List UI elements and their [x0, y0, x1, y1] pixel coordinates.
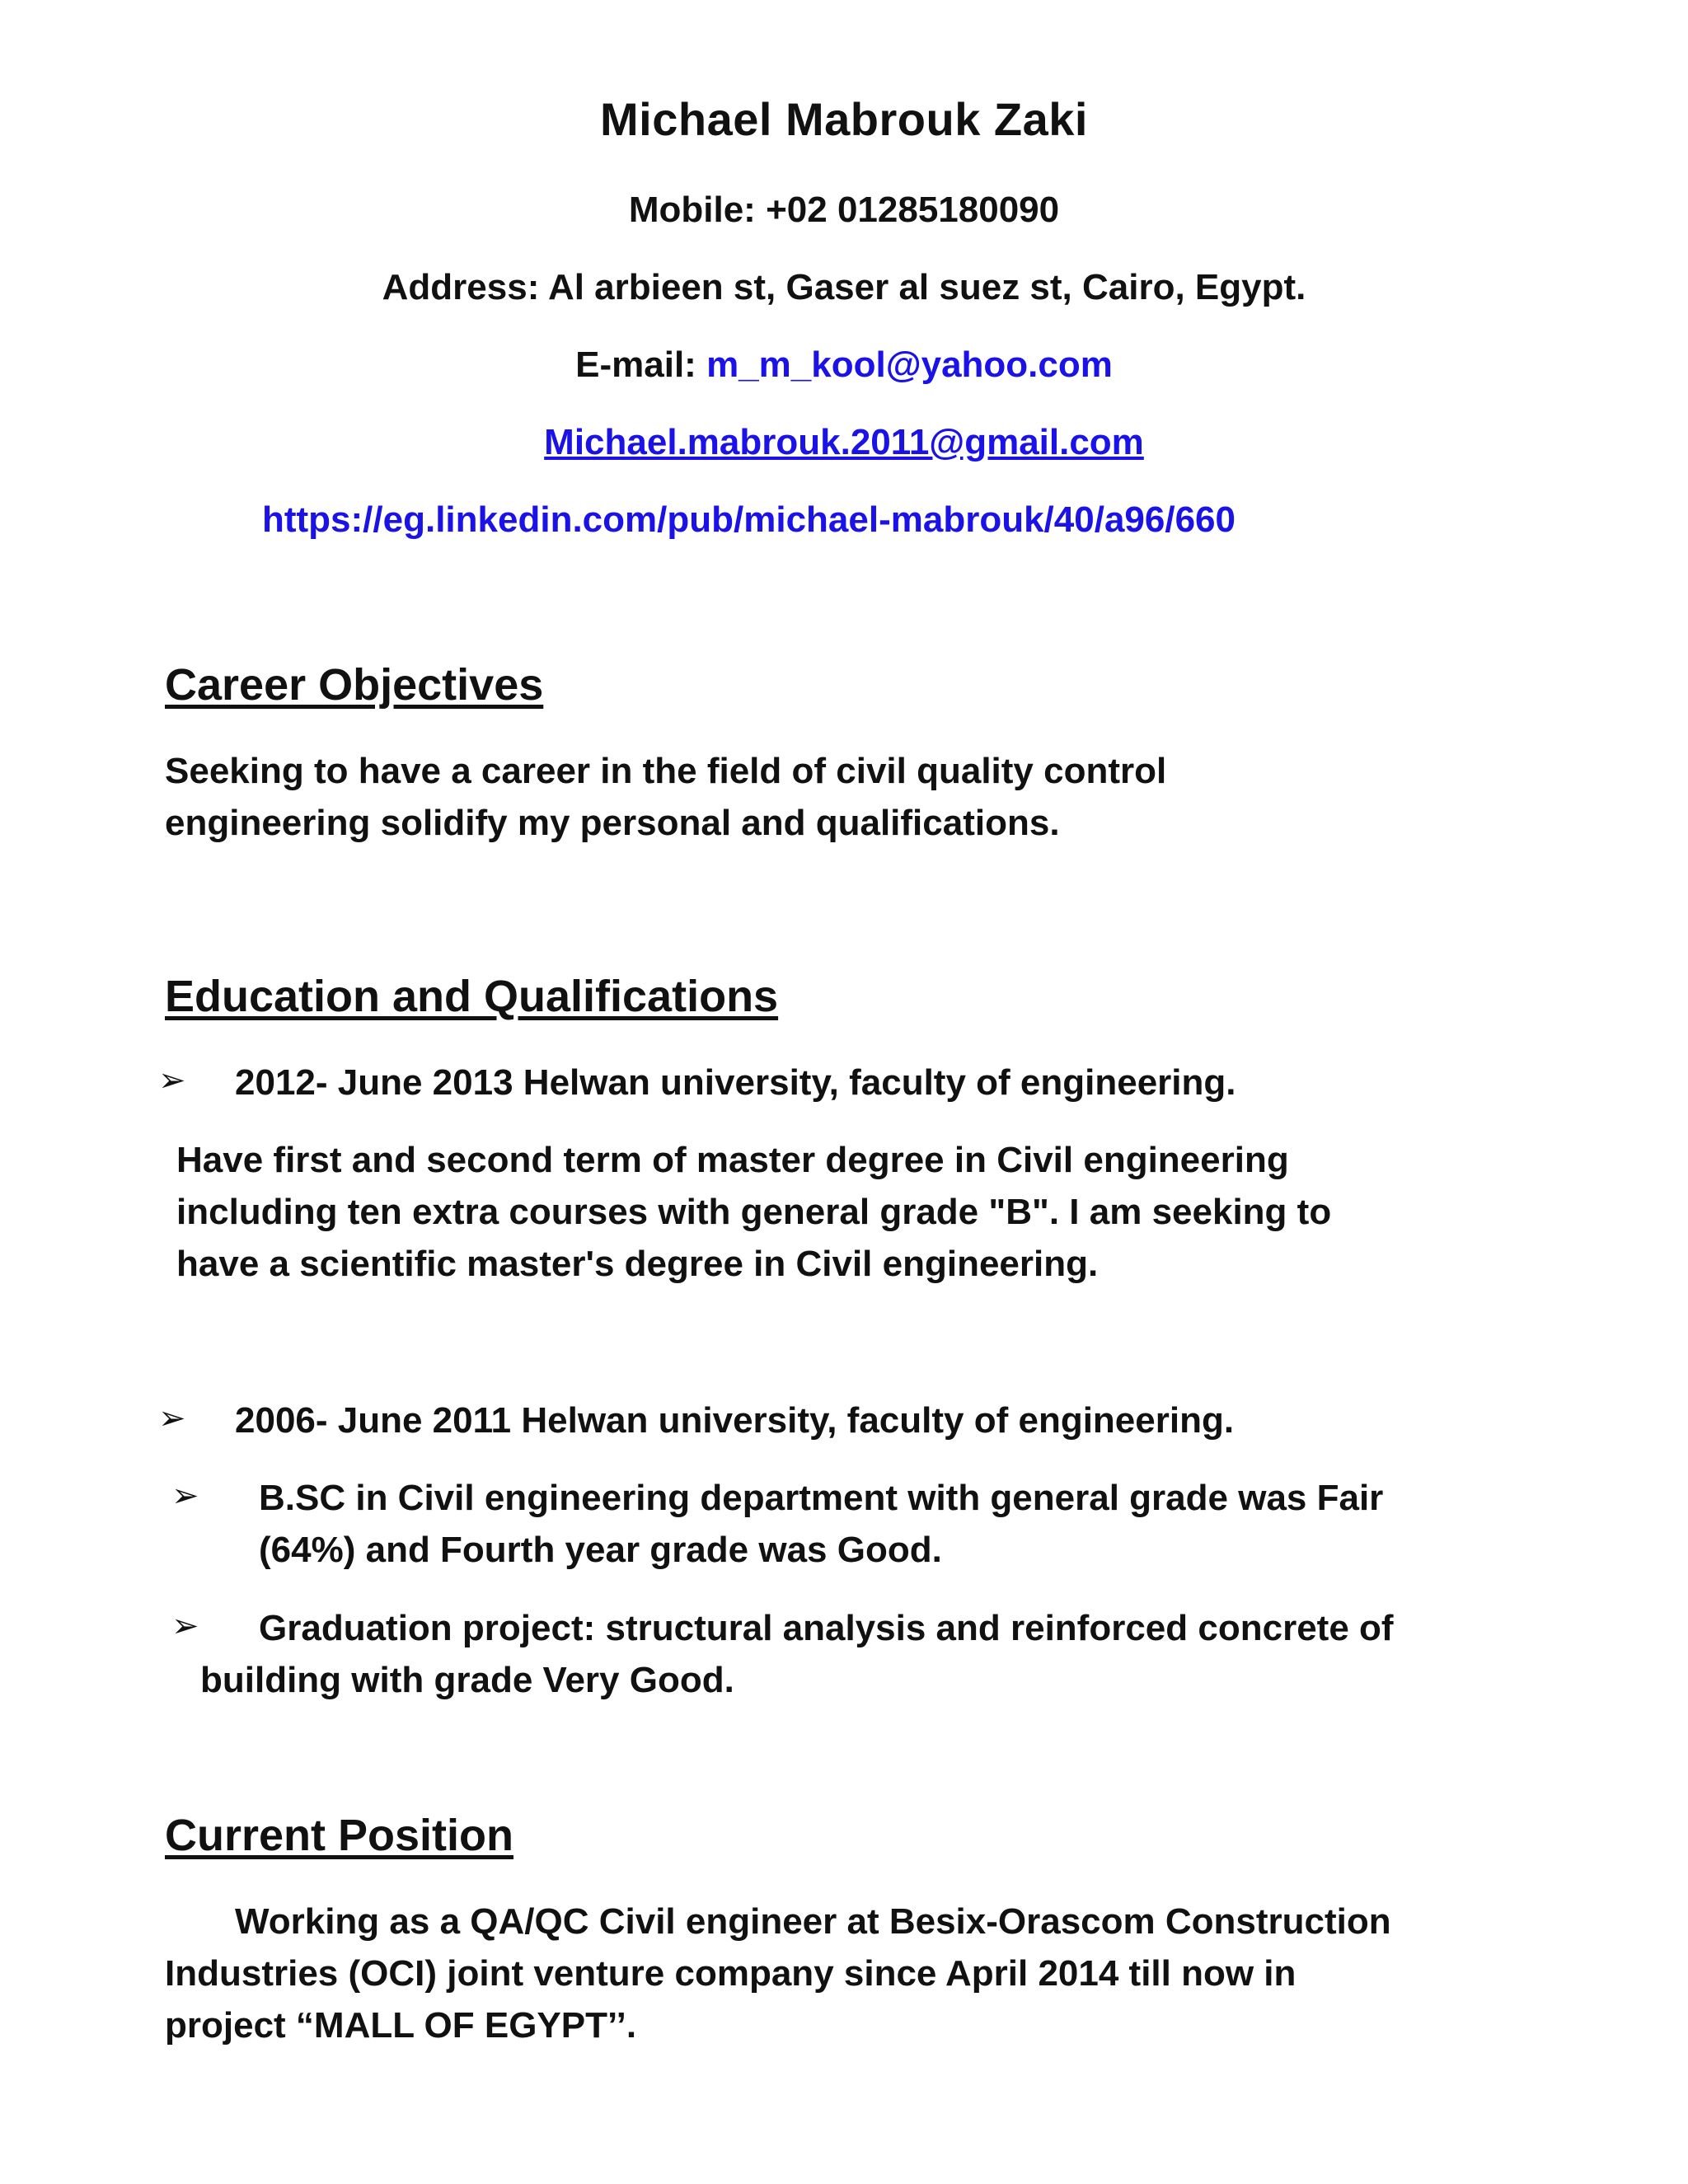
email-label: E-mail: — [575, 344, 696, 385]
arrow-bullet-icon: ➢ — [171, 1608, 199, 1644]
education-item-bsc: 2006- June 2011 Helwan university, faculty of engineering. — [235, 1400, 1235, 1441]
mobile-value: +02 01285180090 — [766, 190, 1060, 230]
master-line-2: including ten extra courses with general grade "B". I am seeking to — [176, 1192, 1332, 1232]
bsc-line-2: (64%) and Fourth year grade was Good. — [259, 1530, 942, 1570]
arrow-bullet-icon: ➢ — [171, 1478, 199, 1514]
arrow-bullet-icon: ➢ — [158, 1400, 186, 1436]
education-item-master: 2012- June 2013 Helwan university, faculty of engineering. — [235, 1062, 1236, 1103]
linkedin-link[interactable]: https://eg.linkedin.com/pub/michael-mabrouk/40/a96/660 — [262, 499, 1236, 540]
email-link-gmail[interactable]: Michael.mabrouk.2011@gmail.com — [544, 422, 1144, 462]
address-label: Address: — [382, 267, 540, 307]
career-objectives-text — [165, 745, 1166, 849]
mobile-label: Mobile: — [628, 190, 756, 230]
current-position-heading: Current Position — [165, 1811, 514, 1860]
education-heading: Education and Qualifications — [165, 972, 779, 1021]
candidate-name: Michael Mabrouk Zaki — [600, 93, 1088, 145]
master-line-3: have a scientific master's degree in Civil engineering. — [176, 1244, 1099, 1284]
email-line-2 — [0, 422, 1688, 463]
current-line-3: project “MALL OF EGYPT’’. — [165, 2005, 637, 2046]
bsc-description — [259, 1472, 1383, 1576]
address-line — [0, 267, 1688, 308]
current-line-2: Industries (OCI) joint venture company since April 2014 till now in — [165, 1953, 1296, 1994]
email-line — [0, 344, 1688, 386]
mobile-line — [0, 190, 1688, 231]
master-description — [176, 1134, 1331, 1290]
email-link-yahoo[interactable]: m_m_kool@yahoo.com — [706, 344, 1113, 385]
graduation-line-1: Graduation project: structural analysis and reinforced concrete of — [259, 1608, 1394, 1648]
arrow-bullet-icon: ➢ — [158, 1062, 186, 1099]
address-value: Al arbieen st, Gaser al suez st, Cairo, Egypt. — [547, 267, 1306, 307]
career-objectives-heading: Career Objectives — [165, 660, 544, 710]
career-line-1: Seeking to have a career in the field of civil quality control — [165, 751, 1167, 791]
bsc-line-1: B.SC in Civil engineering department with general grade was Fair — [259, 1478, 1384, 1518]
graduation-line-2: building with grade Very Good. — [200, 1660, 734, 1700]
current-line-1: Working as a QA/QC Civil engineer at Besix-Orascom Construction — [235, 1901, 1391, 1942]
career-line-2: engineering solidify my personal and qualifications. — [165, 803, 1060, 843]
master-line-1: Have first and second term of master degree in Civil engineering — [176, 1140, 1289, 1180]
